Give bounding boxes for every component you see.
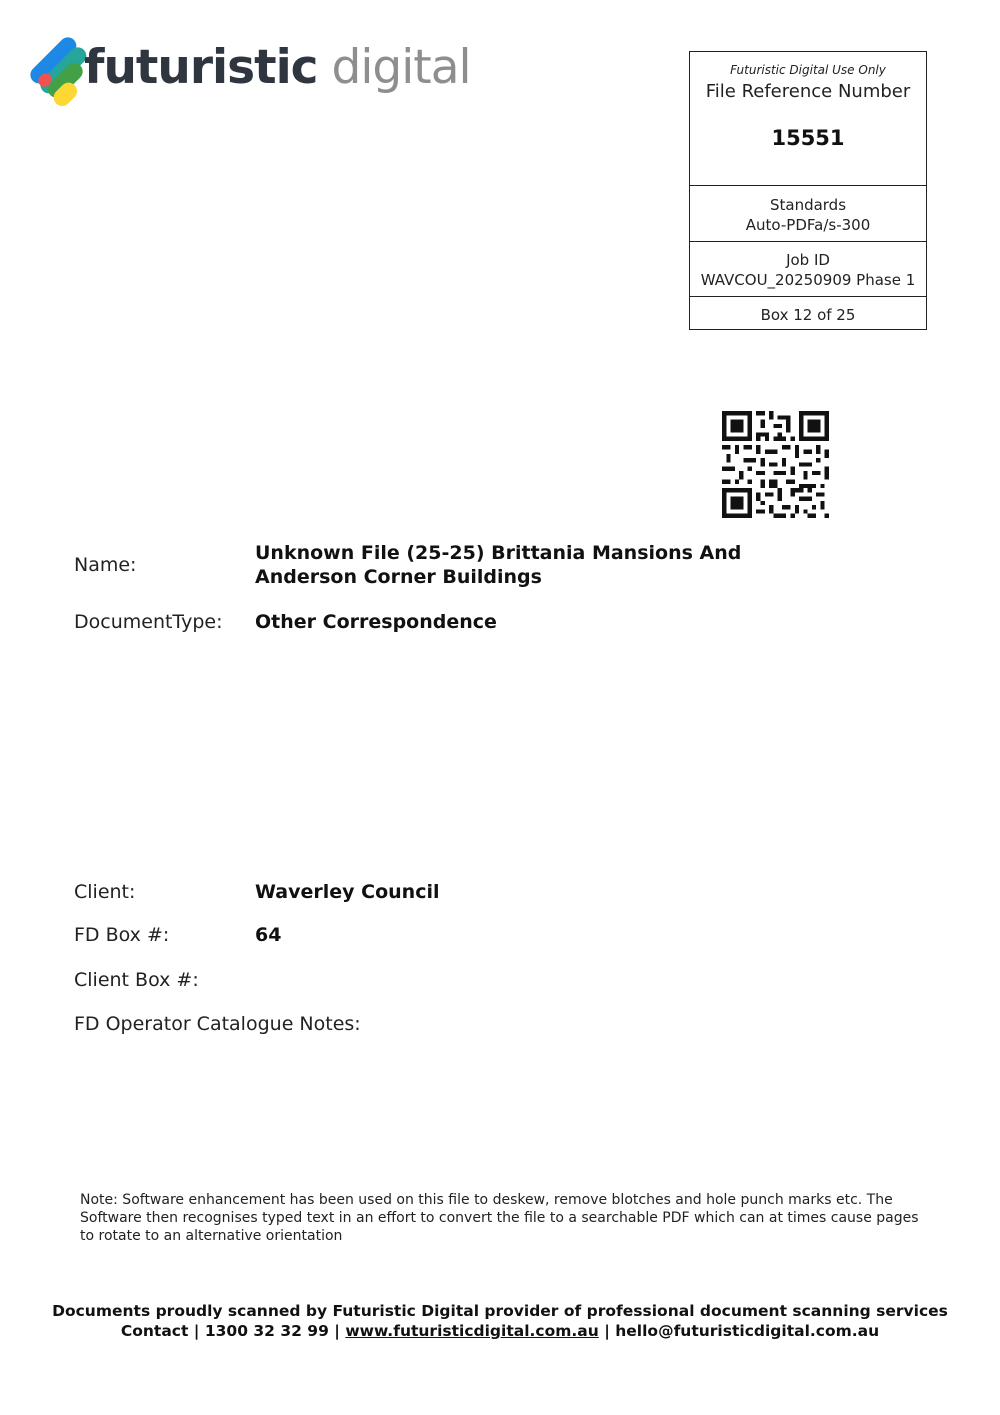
file-reference-number: 15551 — [771, 126, 845, 150]
file-reference-title: File Reference Number — [705, 81, 911, 102]
client-box-label: Client Box #: — [74, 969, 199, 991]
job-id-value: WAVCOU_20250909 Phase 1 — [700, 271, 916, 289]
use-only-note: Futuristic Digital Use Only — [730, 63, 886, 77]
name-value-line2: Anderson Corner Buildings — [255, 566, 542, 588]
fd-box-value: 64 — [255, 924, 282, 946]
fd-box-label: FD Box #: — [74, 924, 170, 946]
client-label: Client: — [74, 881, 136, 903]
client-value: Waverley Council — [255, 881, 440, 903]
box-number: Box 12 of 25 — [760, 306, 856, 324]
name-value-line1: Unknown File (25-25) Brittania Mansions And — [255, 542, 742, 564]
website-link[interactable]: www.futuristicdigital.com.au — [345, 1322, 599, 1340]
box-number-section — [690, 296, 926, 331]
file-reference-box — [689, 51, 927, 330]
standards-section — [690, 185, 926, 241]
job-id-section — [690, 241, 926, 296]
document-type-label: DocumentType: — [74, 611, 223, 633]
logo-mark-icon — [22, 24, 92, 109]
name-label: Name: — [74, 554, 137, 576]
software-note: Note: Software enhancement has been used on this file to deskew, remove blotches and hole punch marks etc. The Software then recognises typed text in an effort to convert the file to a searchable PDF which can at times cause pages to rotate to an alternative orientation — [80, 1192, 919, 1244]
footer-phone: Contact | 1300 32 32 99 | — [120, 1322, 340, 1340]
file-reference-section — [690, 52, 926, 185]
company-logo — [22, 24, 471, 109]
standards-label: Standards — [769, 196, 847, 214]
logo-wordmark — [84, 38, 471, 98]
document-type-value: Other Correspondence — [255, 611, 497, 633]
job-id-label: Job ID — [786, 251, 830, 269]
qr-code-icon — [722, 411, 829, 518]
standards-value: Auto-PDFa/s-300 — [745, 216, 871, 234]
footer-tagline: Documents proudly scanned by Futuristic Digital provider of professional document scanning services — [52, 1302, 948, 1320]
logo-word-digital: digital — [331, 40, 471, 95]
operator-notes-label: FD Operator Catalogue Notes: — [74, 1013, 361, 1035]
footer-contact — [0, 1321, 1000, 1341]
logo-word-futuristic: futuristic — [84, 40, 318, 95]
footer-email: | hello@futuristicdigital.com.au — [604, 1322, 880, 1340]
footer — [0, 1301, 1000, 1341]
